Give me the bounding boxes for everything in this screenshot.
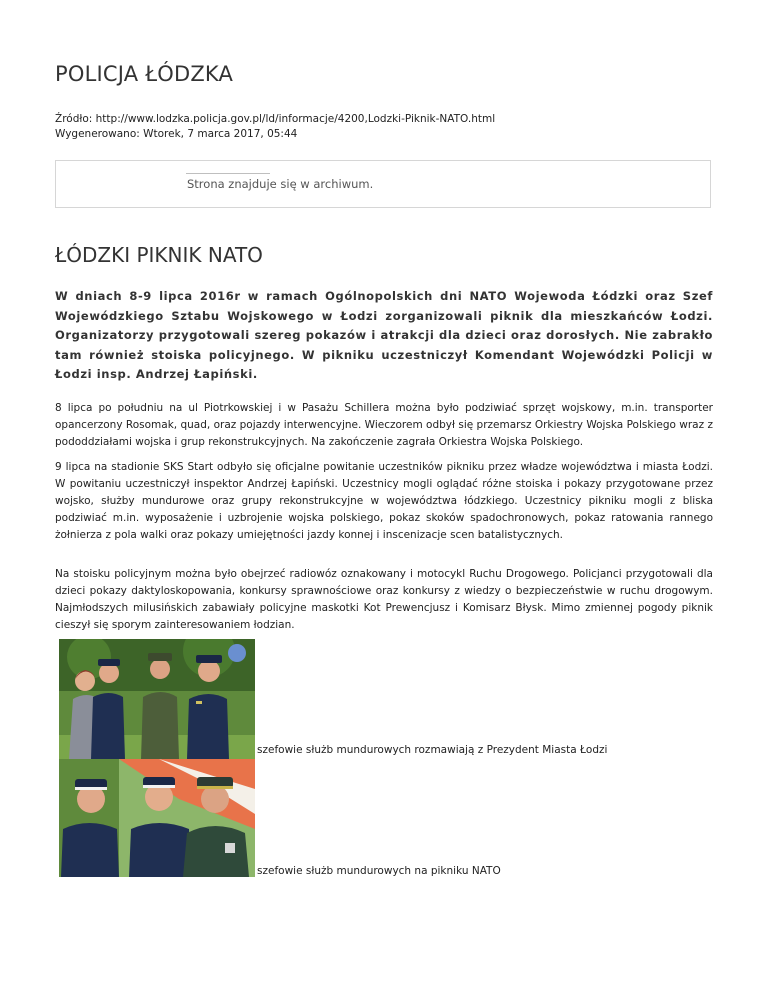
article-paragraph: Na stoisku policyjnym można było obejrzeć radiowóz oznakowany i motocykl Ruchu Drogowego. Policjanci przygotowali dla dzieci pokazy daktyloskopowania, konkursy sprawnościowe oraz konkursy z wiedzy o bezpieczeństwie w ruchu drogowym. Najmłodszych milusińskich zabawiały policyjne maskotki Kot Prewencjusz i Komisarz Błysk. Mimo zmiennej pogody piknik cieszył się sporym zainteresowaniem łodzian.: [55, 568, 713, 631]
photo-caption: szefowie służb mundurowych rozmawiają z Prezydent Miasta Łodzi: [257, 744, 608, 756]
article-title: ŁÓDZKI PIKNIK NATO: [55, 243, 263, 267]
archive-notice-box: [55, 160, 711, 208]
photo-officials-nato[interactable]: [59, 759, 255, 877]
divider: [186, 173, 270, 174]
document-meta: [55, 112, 495, 142]
article-lead: W dniach 8-9 lipca 2016r w ramach Ogólnopolskich dni NATO Wojewoda Łódzki oraz Szef Wojewódzkiego Sztabu Wojskowego w Łodzi zorganizowali piknik dla mieszkańców Łodzi. Organizatorzy przygotowali szereg pokazów i atrakcji dla dzieci oraz dorosłych. Nie zabrakło tam również stoiska policyjnego. W pikniku uczestniczył Komendant Wojewódzki Policji w Łodzi insp. Andrzej Łapiński.: [55, 289, 713, 381]
archive-notice: Strona znajduje się w archiwum.: [187, 177, 374, 191]
photo-caption: szefowie służb mundurowych na pikniku NATO: [257, 865, 501, 877]
article-paragraph: 9 lipca na stadionie SKS Start odbyło się oficjalne powitanie uczestników pikniku przez władze województwa i miasta Łodzi. W powitaniu uczestniczył inspektor Andrzej Łapiński. Uczestnicy mogli oglądać różne stoiska i pokazy przygotowane przez wojsko, służby mundurowe oraz grupy rekonstrukcyjne w województwa łódzkiego. Uczestnicy pikniku mogli z bliska podziwiać m.in. wyposażenie i uzbrojenie wojska polskiego, pokaz skoków spadochronowych, pokaz ratowania rannego żołnierza z pola walki oraz pokazy umiejętności jazdy konnej i inscenizacje scen batalistycznych.: [55, 461, 713, 541]
article-paragraph: 8 lipca po południu na ul Piotrkowskiej i w Pasażu Schillera można było podziwiać sprzęt wojskowy, m.in. transporter opancerzony Rosomak, quad, oraz pojazdy interwencyjne. Wieczorem odbył się przemarsz Orkiestry Wojska Polskiego wraz z pododdziałami wojska i grup rekonstrukcyjnych. Na zakończenie zagrała Orkiestra Wojska Polskiego.: [55, 402, 713, 448]
generated-line: Wygenerowano: Wtorek, 7 marca 2017, 05:44: [55, 128, 298, 140]
source-line: Źródło: http://www.lodzka.policja.gov.pl/ld/informacje/4200,Lodzki-Piknik-NATO.html: [55, 113, 496, 125]
site-title: POLICJA ŁÓDZKA: [55, 62, 234, 86]
photo-officials-with-mayor[interactable]: [59, 639, 255, 759]
